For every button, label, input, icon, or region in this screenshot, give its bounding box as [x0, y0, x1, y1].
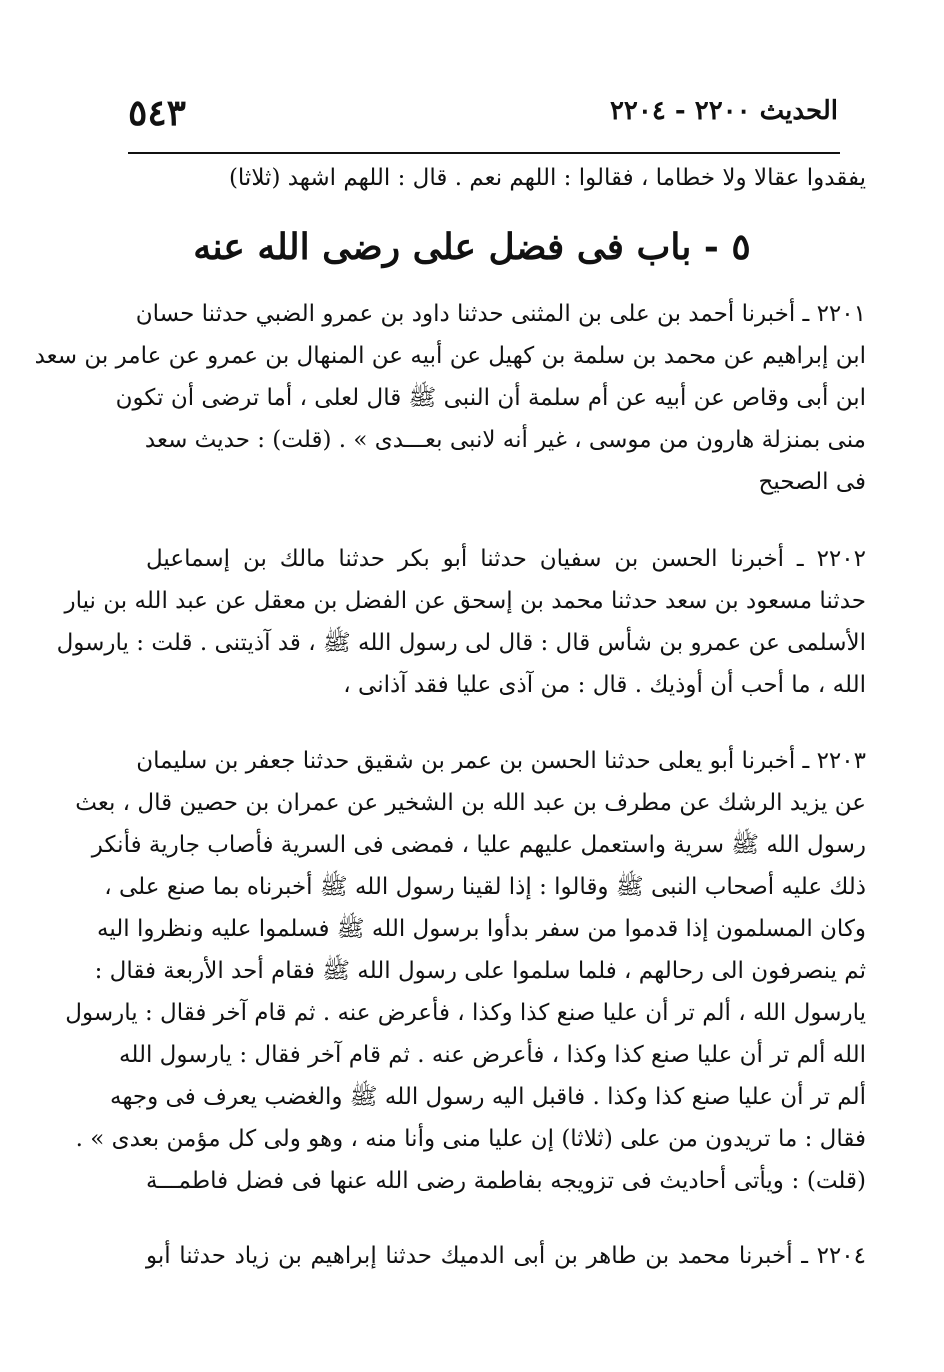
running-title: الحديث ٢٢٠٠ - ٢٢٠٤: [609, 96, 838, 126]
hadith-line: عن يزيد الرشك عن مطرف بن عبد الله بن الشخير عن عمران بن حصين قال ، بعث: [75, 790, 866, 816]
hadith-line: ٢٢٠٣ ـ أخبرنا أبو يعلى حدثنا الحسن بن عمر بن شقيق حدثنا جعفر بن سليمان: [136, 748, 866, 774]
hadith-line: ذلك عليه أصحاب النبى ﷺ وقالوا : إذا لقينا رسول الله ﷺ أخبرناه بما صنع على ،: [104, 874, 866, 900]
hadith-line: ثم ينصرفون الى رحالهم ، فلما سلموا على رسول الله ﷺ فقام أحد الأربعة فقال :: [94, 958, 866, 984]
hadith-line: ٢٢٠١ ـ أخبرنا أحمد بن على بن المثنى حدثنا داود بن عمرو الضبي حدثنا حسان: [135, 301, 866, 327]
hadith-line: الله ألم تر أن عليا صنع كذا وكذا ، فأعرض عنه . ثم قام آخر فقال : يارسول الله: [119, 1042, 866, 1068]
hadith-line: (قلت) : ويأتى أحاديث فى تزويجه بفاطمة رضى الله عنها فى فضل فاطمـــة: [146, 1168, 866, 1194]
hadith-line: يارسول الله ، ألم تر أن عليا صنع كذا وكذا ، فأعرض عنه . ثم قام آخر فقال : يارسول: [65, 1000, 866, 1026]
chapter-heading: ٥ - باب فى فضل على رضى الله عنه: [193, 226, 751, 268]
hadith-2204: [146, 1235, 866, 1277]
hadith-2201: [34, 293, 866, 503]
intro-line: يفقدوا عقالا ولا خطاما ، فقالوا : اللهم نعم . قال : اللهم اشهد (ثلاثا): [228, 165, 866, 191]
page-number: ٥٤٣: [128, 92, 187, 134]
hadith-2203: [65, 740, 866, 1202]
hadith-line: فقال : ما تريدون من على (ثلاثا) إن عليا منى وأنا منه ، وهو ولى كل مؤمن بعدى » .: [75, 1126, 866, 1152]
hadith-line: رسول الله ﷺ سرية واستعمل عليهم عليا ، فمضى فى السرية فأصاب جارية فأنكر: [91, 832, 866, 858]
hadith-line: منى بمنزلة هارون من موسى ، غير أنه لانبى بعـــدى » . (قلت) : حديث سعد: [144, 427, 866, 453]
hadith-line: ٢٢٠٢ ـ أخبرنا الحسن بن سفيان حدثنا أبو بكر حدثنا مالك بن إسماعيل: [146, 546, 866, 572]
header-rule: [128, 152, 840, 154]
hadith-line: ألم تر أن عليا صنع كذا وكذا . فاقبل اليه رسول الله ﷺ والغضب يعرف فى وجهه: [109, 1084, 866, 1110]
hadith-line: ابن أبى وقاص عن أبيه عن أم سلمة أن النبى ﷺ قال لعلى ، أما ترضى أن تكون: [115, 385, 866, 411]
hadith-line: الأسلمى عن عمرو بن شأس قال : قال لى رسول الله ﷺ ، قد آذيتنى . قلت : يارسول: [56, 630, 866, 656]
hadith-line: ٢٢٠٤ ـ أخبرنا محمد بن طاهر بن أبى الدميك حدثنا إبراهيم بن زياد حدثنا أبو: [146, 1243, 866, 1269]
hadith-line: حدثنا مسعود بن سعد حدثنا محمد بن إسحق عن الفضل بن معقل عن عبد الله بن نيار: [64, 588, 866, 614]
hadith-line: الله ، ما أحب أن أوذيك . قال : من آذى عليا فقد آذانى ،: [343, 672, 866, 698]
hadith-2202: [56, 538, 866, 706]
hadith-line: فى الصحيح: [758, 469, 866, 495]
page-header: [128, 92, 838, 148]
hadith-line: ابن إبراهيم عن محمد بن سلمة بن كهيل عن أبيه عن المنهال بن عمرو عن عامر بن سعد: [34, 343, 866, 369]
hadith-line: وكان المسلمون إذا قدموا من سفر بدأوا برسول الله ﷺ فسلموا عليه ونظروا اليه: [97, 916, 866, 942]
